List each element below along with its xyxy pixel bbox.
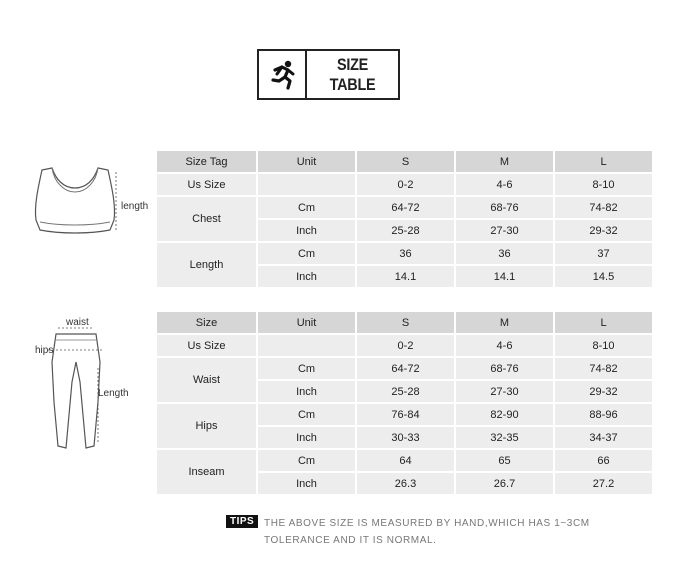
top-size-table <box>155 149 654 289</box>
value-cell: 32-35 <box>456 427 553 448</box>
value-cell: 26.7 <box>456 473 553 494</box>
value-cell: 27.2 <box>555 473 652 494</box>
tips-text <box>264 515 624 549</box>
tips-badge: TIPS <box>226 515 258 528</box>
header-cell: S <box>357 312 454 333</box>
value-cell: 36 <box>456 243 553 264</box>
value-cell: 8-10 <box>555 335 652 356</box>
header-cell: Size Tag <box>157 151 256 172</box>
value-cell: 82-90 <box>456 404 553 425</box>
sports-bra-illustration <box>30 158 120 248</box>
value-cell: 64 <box>357 450 454 471</box>
value-cell: 25-28 <box>357 220 454 241</box>
unit-cell: Inch <box>258 220 355 241</box>
unit-cell <box>258 174 355 195</box>
value-cell: 0-2 <box>357 174 454 195</box>
table-header-row <box>157 312 652 333</box>
header-cell: Unit <box>258 151 355 172</box>
value-cell: 64-72 <box>357 358 454 379</box>
row-label: Waist <box>157 358 256 402</box>
header-cell: S <box>357 151 454 172</box>
value-cell: 64-72 <box>357 197 454 218</box>
value-cell: 65 <box>456 450 553 471</box>
unit-cell: Cm <box>258 197 355 218</box>
header-cell: L <box>555 151 652 172</box>
header-cell: M <box>456 151 553 172</box>
table-row <box>157 174 652 195</box>
header-cell: M <box>456 312 553 333</box>
value-cell: 29-32 <box>555 381 652 402</box>
unit-cell: Inch <box>258 473 355 494</box>
value-cell: 4-6 <box>456 335 553 356</box>
row-label: Chest <box>157 197 256 241</box>
value-cell: 88-96 <box>555 404 652 425</box>
value-cell: 14.1 <box>357 266 454 287</box>
table-row <box>157 358 652 379</box>
value-cell: 34-37 <box>555 427 652 448</box>
pants-length-label: Length <box>98 388 129 399</box>
value-cell: 4-6 <box>456 174 553 195</box>
value-cell: 68-76 <box>456 358 553 379</box>
row-label: Us Size <box>157 174 256 195</box>
unit-cell: Cm <box>258 243 355 264</box>
runner-icon <box>259 51 307 98</box>
size-table-header <box>257 49 400 100</box>
value-cell: 29-32 <box>555 220 652 241</box>
tips-line-1: THE ABOVE SIZE IS MEASURED BY HAND,WHICH HAS 1~3CM <box>264 518 590 529</box>
unit-cell: Inch <box>258 427 355 448</box>
row-label: Inseam <box>157 450 256 494</box>
tips-line-2: TOLERANCE AND IT IS NORMAL. <box>264 535 437 546</box>
header-cell: L <box>555 312 652 333</box>
unit-cell: Inch <box>258 381 355 402</box>
value-cell: 27-30 <box>456 381 553 402</box>
value-cell: 76-84 <box>357 404 454 425</box>
unit-cell: Cm <box>258 358 355 379</box>
row-label: Us Size <box>157 335 256 356</box>
value-cell: 25-28 <box>357 381 454 402</box>
table-row <box>157 404 652 425</box>
value-cell: 8-10 <box>555 174 652 195</box>
row-label: Length <box>157 243 256 287</box>
value-cell: 30-33 <box>357 427 454 448</box>
table-row <box>157 335 652 356</box>
page-title: SIZE TABLE <box>329 54 376 94</box>
unit-cell: Cm <box>258 450 355 471</box>
value-cell: 14.1 <box>456 266 553 287</box>
table-row <box>157 450 652 471</box>
pants-hips-label: hips <box>35 345 54 356</box>
value-cell: 27-30 <box>456 220 553 241</box>
header-cell: Unit <box>258 312 355 333</box>
unit-cell: Inch <box>258 266 355 287</box>
pants-waist-label: waist <box>66 317 89 328</box>
table-row <box>157 243 652 264</box>
row-label: Hips <box>157 404 256 448</box>
value-cell: 66 <box>555 450 652 471</box>
value-cell: 68-76 <box>456 197 553 218</box>
value-cell: 36 <box>357 243 454 264</box>
value-cell: 26.3 <box>357 473 454 494</box>
value-cell: 0-2 <box>357 335 454 356</box>
unit-cell <box>258 335 355 356</box>
unit-cell: Cm <box>258 404 355 425</box>
value-cell: 74-82 <box>555 197 652 218</box>
header-cell: Size <box>157 312 256 333</box>
bottom-size-table <box>155 310 654 496</box>
value-cell: 37 <box>555 243 652 264</box>
value-cell: 14.5 <box>555 266 652 287</box>
table-header-row <box>157 151 652 172</box>
bra-length-label: length <box>121 201 149 212</box>
value-cell: 74-82 <box>555 358 652 379</box>
table-row <box>157 197 652 218</box>
